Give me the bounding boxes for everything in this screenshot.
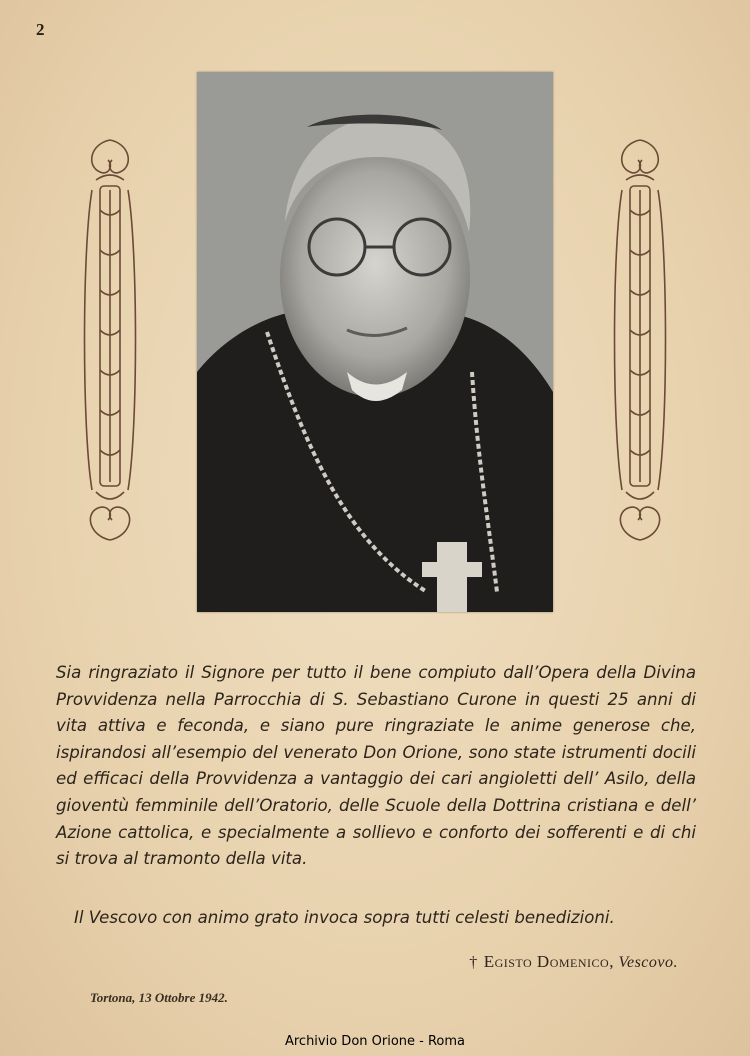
bishop-portrait-photo	[197, 72, 553, 612]
cross-icon: †	[469, 954, 478, 971]
dedication-text: Sia ringraziato il Signore per tutto il bene compiuto dall’Opera della Divina Provvidenza nella Parrocchia di S. Sebastiano Curone in questi 25 anni di vita attiva e feconda, e siano pure ringraziate le anime generose che, ispirandosi all’esempio del venerato Don Orione, sono state istrumenti docili ed efficaci della Provvidenza a vantaggio dei cari angioletti dell’ Asilo, della gioventù femminile dell’Oratorio, delle Scuole della Dottrina cristiana e dell’ Azione cattolica, e specialmente a sollievo e conforto dei sofferenti e di chi si trova al tramonto della vita.	[56, 663, 696, 869]
closing-blessing: Il Vescovo con animo grato invoca sopra tutti celesti benedizioni.	[74, 908, 615, 927]
bishop-portrait-icon	[197, 72, 553, 612]
left-ornament-icon	[78, 130, 142, 550]
place-date: Tortona, 13 Ottobre 1942.	[90, 990, 228, 1005]
signature-title: Vescovo.	[618, 954, 678, 971]
signature-name: Egisto Domenico,	[483, 952, 614, 971]
archive-label: Archivio Don Orione - Roma	[284, 1033, 466, 1049]
bishop-signature	[469, 952, 678, 972]
page-number: 2	[36, 20, 45, 39]
right-ornament-icon	[608, 130, 672, 550]
